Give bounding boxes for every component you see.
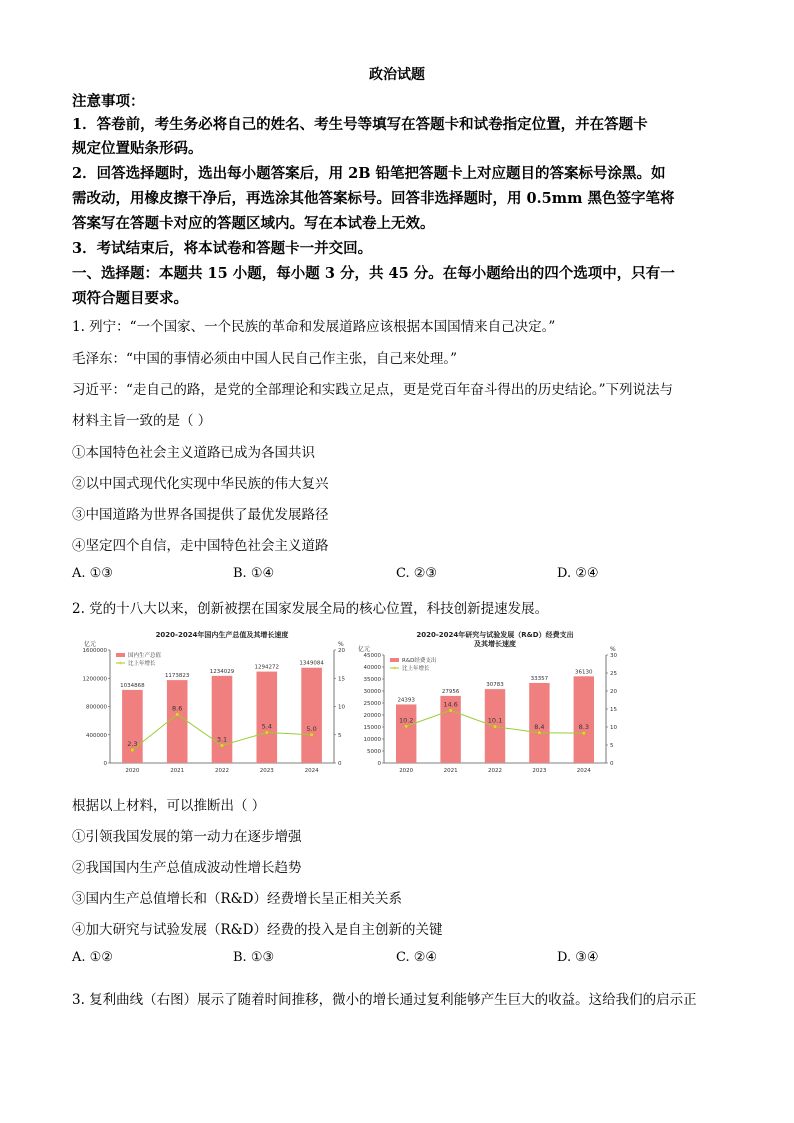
bar <box>167 680 188 763</box>
q1-text: 材料主旨一致的是（ ） <box>72 413 212 429</box>
gdp-chart <box>72 628 354 774</box>
notice-heading: 注意事项： <box>72 93 145 110</box>
q2-option-d[interactable]: D. ③④ <box>557 950 599 965</box>
q1-text: 习近平：“走自己的路，是党的全部理论和实践立足点，更是党百年奋斗得出的历史结论。”下列说法与 <box>72 382 674 398</box>
bar-data-label: 1294272 <box>254 664 280 671</box>
x-tick-label: 2024 <box>576 768 591 774</box>
right-tick-label: 30 <box>610 653 617 659</box>
bar-data-label: 33357 <box>530 675 549 682</box>
legend-label: 国内生产总值 <box>128 653 162 659</box>
left-tick-label: 35000 <box>363 677 381 683</box>
left-tick-label: 0 <box>103 761 107 767</box>
growth-point <box>538 731 542 735</box>
left-tick-label: 1200000 <box>82 676 107 683</box>
x-tick-label: 2022 <box>215 768 229 774</box>
right-tick-label: 10 <box>338 704 345 711</box>
right-tick-label: 10 <box>610 725 617 731</box>
q1-option-c[interactable]: C. ②③ <box>396 566 438 581</box>
growth-point <box>404 724 408 728</box>
chart-title: 2020-2024年研究与试验发展（R&D）经费支出 <box>416 631 574 639</box>
q2-statement: ②我国国内生产总值成波动性增长趋势 <box>72 860 302 876</box>
left-tick-label: 30000 <box>363 689 381 695</box>
left-tick-label: 400000 <box>86 732 107 739</box>
x-tick-label: 2023 <box>259 768 274 774</box>
growth-data-label: 5.4 <box>261 722 272 731</box>
right-tick-label: 15 <box>610 707 617 713</box>
notice-line: 2．回答选择题时，选出每小题答案后，用 2B 铅笔把答题卡上对应题目的答案标号涂黑。如 <box>72 165 666 182</box>
left-tick-label: 25000 <box>363 701 381 707</box>
legend-swatch-point <box>119 662 122 665</box>
legend-label: 比上年增长 <box>128 661 156 667</box>
x-tick-label: 2020 <box>399 768 414 774</box>
q2-option-c[interactable]: C. ②④ <box>396 950 438 965</box>
left-tick-label: 5000 <box>367 749 381 755</box>
left-tick-label: 45000 <box>363 653 381 659</box>
x-tick-label: 2023 <box>532 768 547 774</box>
section-heading: 项符合题目要求。 <box>72 290 188 307</box>
q2-statement: ①引领我国发展的第一动力在逐步增强 <box>72 829 302 845</box>
left-tick-label: 0 <box>377 761 381 767</box>
q1-statement: ①本国特色社会主义道路已成为各国共识 <box>72 445 315 461</box>
legend-swatch-bar <box>116 653 125 657</box>
growth-data-label: 8.6 <box>172 704 183 713</box>
notice-line: 3．考试结束后，将本试卷和答题卡一并交回。 <box>72 240 373 257</box>
growth-data-label: 14.6 <box>443 700 458 709</box>
left-tick-label: 20000 <box>363 713 381 719</box>
growth-point <box>175 713 179 717</box>
legend-label: 比上年增长 <box>402 666 430 672</box>
q1-option-d[interactable]: D. ②④ <box>557 566 599 581</box>
right-axis-unit: % <box>338 641 344 648</box>
q2-statement: ④加大研究与试验发展（R&D）经费的投入是自主创新的关键 <box>72 922 443 938</box>
q2-question: 根据以上材料，可以推断出（ ） <box>72 798 266 814</box>
x-tick-label: 2020 <box>125 768 140 774</box>
right-tick-label: 25 <box>610 671 617 677</box>
q1-statement: ③中国道路为世界各国提供了最优发展路径 <box>72 507 329 523</box>
left-tick-label: 40000 <box>363 665 381 671</box>
bar-data-label: 30783 <box>486 682 504 689</box>
right-tick-label: 15 <box>338 676 345 683</box>
bar <box>122 690 143 763</box>
right-tick-label: 0 <box>610 761 614 767</box>
growth-point <box>449 709 453 713</box>
q1-option-a[interactable]: A. ①③ <box>72 566 113 581</box>
q2-statement: ③国内生产总值增长和（R&D）经费增长呈正相关关系 <box>72 891 403 907</box>
right-tick-label: 20 <box>610 689 617 695</box>
growth-point <box>310 733 314 737</box>
q2-option-b[interactable]: B. ①③ <box>233 950 275 965</box>
legend-label: R&D经费支出 <box>402 658 437 664</box>
bar <box>301 668 322 763</box>
bar-data-label: 36130 <box>575 669 593 676</box>
growth-data-label: 10.2 <box>398 716 414 725</box>
growth-data-label: 8.3 <box>578 723 589 732</box>
gdp-chart-svg <box>72 628 354 774</box>
left-axis-unit: 亿元 <box>84 641 97 648</box>
growth-point <box>131 748 135 752</box>
bar-data-label: 27956 <box>441 688 460 695</box>
page-title: 政治试题 <box>369 67 425 83</box>
growth-point <box>220 744 224 748</box>
growth-point <box>582 731 586 735</box>
bar <box>396 704 416 763</box>
bar <box>574 676 594 763</box>
notice-line: 1．答卷前，考生务必将自己的姓名、考生号等填写在答题卡和试卷指定位置，并在答题卡 <box>72 116 648 133</box>
right-tick-label: 0 <box>338 761 342 767</box>
right-tick-label: 20 <box>338 648 345 654</box>
growth-data-label: 2.3 <box>127 740 138 749</box>
q1-option-b[interactable]: B. ①④ <box>233 566 275 581</box>
legend-swatch-bar <box>390 658 399 662</box>
bar-data-label: 1034868 <box>120 682 145 689</box>
left-tick-label: 15000 <box>363 725 381 731</box>
bar-data-label: 1234029 <box>209 668 235 675</box>
q1-statement: ②以中国式现代化实现中华民族的伟大复兴 <box>72 476 329 492</box>
x-tick-label: 2022 <box>488 768 502 774</box>
growth-data-label: 10.1 <box>487 716 503 725</box>
left-tick-label: 800000 <box>86 704 107 711</box>
chart-subtitle: 及其增长速度 <box>474 640 516 648</box>
bar-data-label: 1349084 <box>299 660 324 667</box>
left-axis-unit: 亿元 <box>358 646 371 653</box>
left-tick-label: 1600000 <box>82 648 107 654</box>
x-tick-label: 2024 <box>304 768 319 774</box>
q2-stem: 2. 党的十八大以来，创新被摆在国家发展全局的核心位置，科技创新提速发展。 <box>72 601 549 617</box>
growth-data-label: 8.4 <box>534 722 545 731</box>
growth-point <box>493 725 497 729</box>
growth-data-label: 5.0 <box>306 724 317 733</box>
notice-line: 需改动，用橡皮擦干净后，再选涂其他答案标号。回答非选择题时，用 0.5mm 黑色签字笔将 <box>72 190 675 207</box>
bar-data-label: 1173823 <box>164 673 190 680</box>
q1-text: 1. 列宁：“一个国家、一个民族的革命和发展道路应该根据本国国情来自己决定。” <box>72 319 556 335</box>
section-heading: 一、选择题：本题共 15 小题，每小题 3 分，共 45 分。在每小题给出的四个选项中，只有一 <box>72 265 675 282</box>
right-tick-label: 5 <box>338 732 342 739</box>
notice-line: 答案写在答题卡对应的答题区域内。写在本试卷上无效。 <box>72 215 435 232</box>
growth-point <box>265 731 269 735</box>
x-tick-label: 2021 <box>170 768 185 774</box>
chart-title: 2020-2024年国内生产总值及其增长速度 <box>155 631 289 639</box>
q1-statement: ④坚定四个自信，走中国特色社会主义道路 <box>72 538 329 554</box>
bar <box>212 676 233 763</box>
x-tick-label: 2021 <box>443 768 458 774</box>
rd-chart <box>354 628 624 774</box>
bar-data-label: 24393 <box>397 697 415 704</box>
bar <box>256 672 277 763</box>
q1-text: 毛泽东：“中国的事情必须由中国人民自己作主张，自己来处理。” <box>72 351 458 367</box>
rd-chart-svg <box>354 628 624 774</box>
notice-line: 规定位置贴条形码。 <box>72 140 203 157</box>
growth-data-label: 3.1 <box>216 735 228 744</box>
q3-stem: 3. 复利曲线（右图）展示了随着时间推移，微小的增长通过复利能够产生巨大的收益。这给我们的启示正 <box>72 992 697 1008</box>
right-axis-unit: % <box>610 646 616 653</box>
legend-swatch-point <box>393 667 396 670</box>
left-tick-label: 10000 <box>363 737 381 743</box>
q2-option-a[interactable]: A. ①② <box>72 950 113 965</box>
right-tick-label: 5 <box>610 743 614 749</box>
